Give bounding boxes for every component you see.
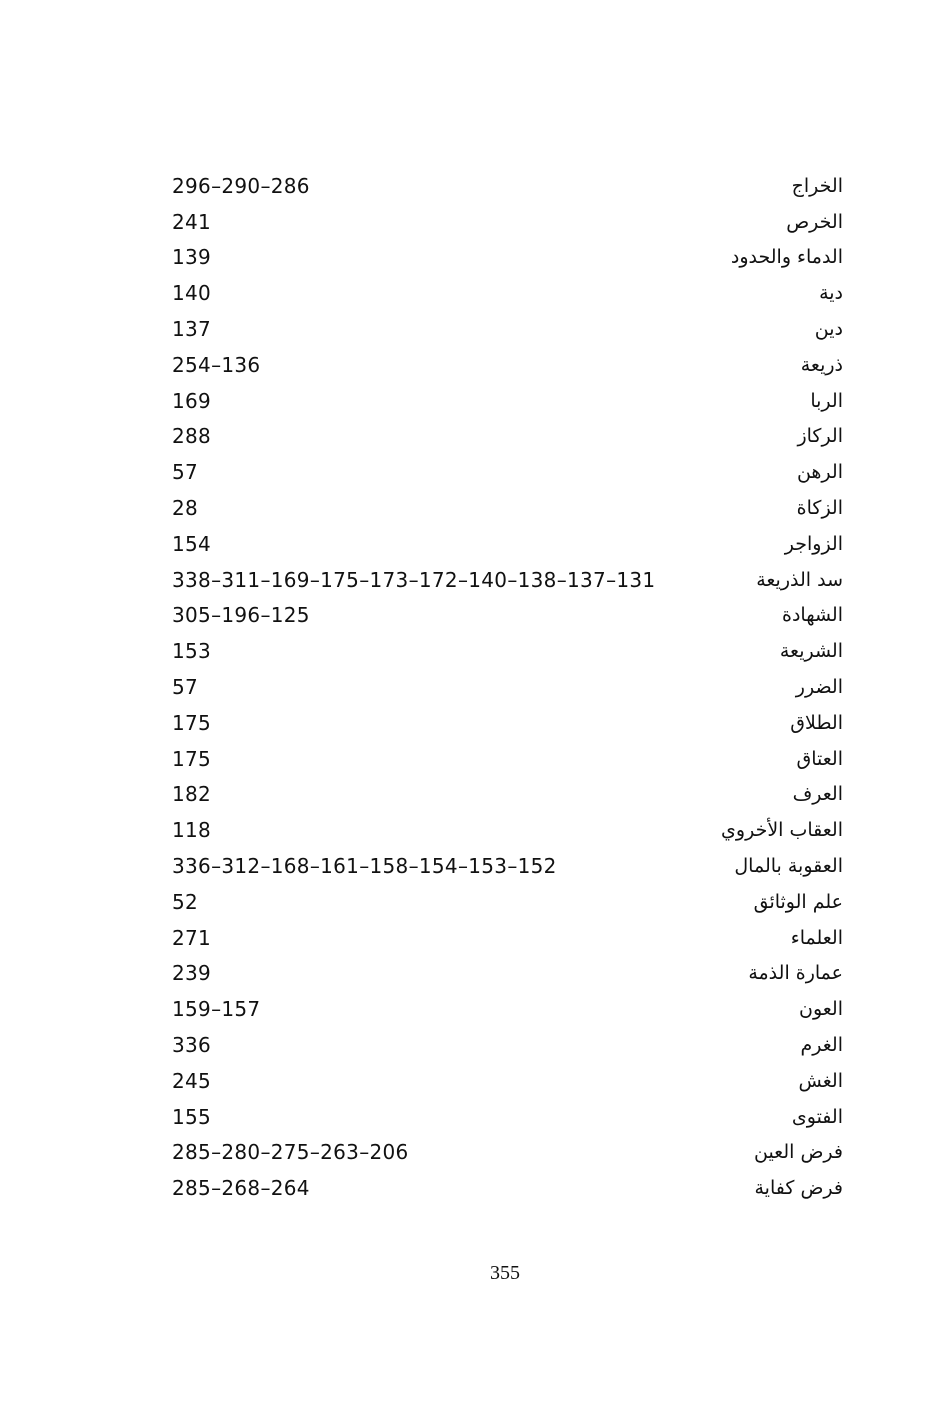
entry-term: الخراج — [791, 174, 843, 197]
index-row — [172, 1135, 843, 1171]
entry-pages: 118 — [172, 818, 212, 843]
index-row — [172, 598, 843, 634]
index-row — [172, 419, 843, 455]
index-row — [172, 240, 843, 276]
entry-pages: 140 — [172, 281, 212, 306]
index-row — [172, 705, 843, 741]
entry-pages: 288 — [172, 424, 212, 449]
entry-pages: 52 — [172, 889, 199, 914]
index-row — [172, 1170, 843, 1206]
entry-term: العقاب الأخروي — [721, 819, 843, 842]
index-row — [172, 848, 843, 884]
entry-pages: 336 — [172, 1033, 212, 1058]
entry-pages: 155 — [172, 1104, 212, 1129]
entry-term: العتاق — [796, 747, 843, 770]
index-row — [172, 454, 843, 490]
index-row — [172, 383, 843, 419]
index-row — [172, 812, 843, 848]
entry-pages: 153 — [172, 639, 212, 664]
entry-pages: 285–280–275–263–206 — [172, 1140, 409, 1165]
entry-term: العقوبة بالمال — [734, 855, 843, 878]
index-row — [172, 991, 843, 1027]
entry-pages: 159–157 — [172, 997, 261, 1022]
index-row — [172, 526, 843, 562]
entry-pages: 239 — [172, 961, 212, 986]
entry-pages: 137 — [172, 317, 212, 342]
entry-pages: 241 — [172, 209, 212, 234]
entry-term: الضرر — [795, 676, 843, 699]
entry-term: الرهن — [796, 461, 843, 484]
index-row — [172, 669, 843, 705]
index-row — [172, 1063, 843, 1099]
entry-term: الدماء والحدود — [730, 246, 843, 269]
index-row — [172, 777, 843, 813]
entry-term: فرض كفاية — [754, 1177, 843, 1200]
entry-term: دين — [814, 318, 843, 341]
entry-pages: 296–290–286 — [172, 173, 310, 198]
index-row — [172, 884, 843, 920]
entry-term: دية — [819, 282, 843, 305]
entry-term: الفتوى — [791, 1105, 843, 1128]
entry-pages: 305–196–125 — [172, 603, 310, 628]
entry-pages: 245 — [172, 1068, 212, 1093]
entry-term: علم الوثائق — [753, 890, 843, 913]
index-row — [172, 562, 843, 598]
entry-term: الشريعة — [779, 640, 843, 663]
entry-term: سد الذريعة — [756, 568, 843, 591]
entry-pages: 285–268–264 — [172, 1176, 310, 1201]
entry-pages: 57 — [172, 675, 199, 700]
index-row — [172, 1027, 843, 1063]
entry-pages: 182 — [172, 782, 212, 807]
index-row — [172, 490, 843, 526]
index-row — [172, 311, 843, 347]
index-row — [172, 275, 843, 311]
entry-term: العون — [798, 998, 843, 1021]
entry-pages: 175 — [172, 710, 212, 735]
entry-pages: 139 — [172, 245, 212, 270]
entry-term: فرض العين — [753, 1141, 843, 1164]
index-row — [172, 168, 843, 204]
index-list — [172, 168, 843, 1206]
entry-term: الزواجر — [784, 532, 843, 555]
entry-pages: 154 — [172, 531, 212, 556]
entry-term: العرف — [792, 783, 843, 806]
entry-term: الركاز — [797, 425, 843, 448]
entry-term: عمارة الذمة — [748, 962, 843, 985]
page-number: 355 — [490, 1262, 520, 1284]
entry-pages: 28 — [172, 496, 199, 521]
index-row — [172, 204, 843, 240]
index-row — [172, 1099, 843, 1135]
entry-pages: 254–136 — [172, 352, 261, 377]
entry-term: الغش — [798, 1069, 843, 1092]
entry-term: الطلاق — [790, 711, 843, 734]
entry-pages: 271 — [172, 925, 212, 950]
entry-term: الغرم — [800, 1034, 843, 1057]
entry-pages: 57 — [172, 460, 199, 485]
entry-pages: 336–312–168–161–158–154–153–152 — [172, 854, 557, 879]
entry-pages: 169 — [172, 388, 212, 413]
index-row — [172, 633, 843, 669]
entry-term: الربا — [810, 389, 843, 412]
entry-pages: 338–311–169–175–173–172–140–138–137–131 — [172, 567, 656, 592]
index-row — [172, 741, 843, 777]
index-row — [172, 920, 843, 956]
entry-term: الشهادة — [782, 604, 843, 627]
entry-term: الزكاة — [796, 497, 843, 520]
entry-term: الخرص — [786, 210, 843, 233]
entry-term: ذريعة — [800, 353, 843, 376]
index-row — [172, 956, 843, 992]
entry-term: العلماء — [790, 926, 843, 949]
entry-pages: 175 — [172, 746, 212, 771]
index-row — [172, 347, 843, 383]
